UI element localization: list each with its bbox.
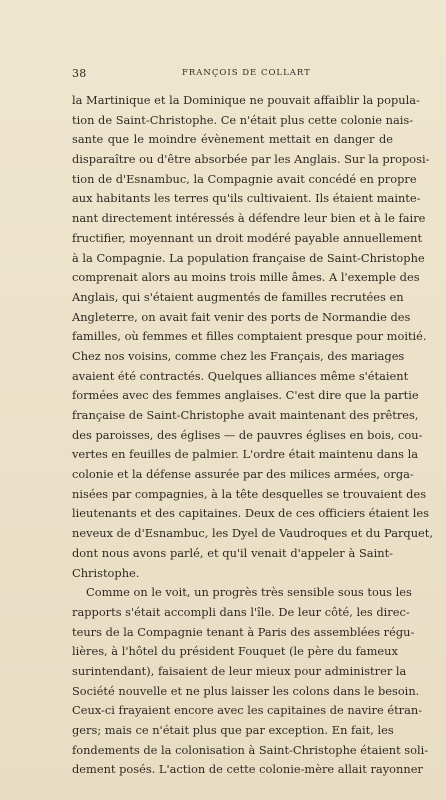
- text-line: rapports s'était accompli dans l'île. De leur côté, les direc-: [72, 604, 410, 619]
- text-line: française de Saint-Christophe avait maintenant des prêtres,: [72, 408, 419, 422]
- text-line: dont nous avons parlé, et qu'il venait d'appeler à Saint-: [72, 545, 393, 560]
- text-line: tion de d'Esnambuc, la Compagnie avait concédé en propre: [72, 171, 417, 186]
- text-line: surintendant), faisaient de leur mieux pour administrer la: [72, 663, 407, 678]
- text-line: nisées par compagnies, à la tête desquelles se trouvaient des: [72, 486, 427, 501]
- body-text: [72, 91, 434, 780]
- text-line: Anglais, qui s'étaient augmentés de familles recrutées en: [72, 289, 404, 304]
- page-header: [72, 67, 392, 83]
- text-line: Christophe.: [72, 565, 140, 580]
- text-line: Société nouvelle et ne plus laisser les colons dans le besoin.: [72, 683, 420, 698]
- text-line: Comme on le voit, un progrès très sensible sous tous les: [86, 585, 412, 600]
- text-line: Angleterre, on avait fait venir des ports de Normandie des: [72, 309, 411, 324]
- text-line: avaient été contractés. Quelques alliances même s'étaient: [72, 368, 409, 383]
- text-line: neveux de d'Esnambuc, les Dyel de Vaudroques et du Parquet,: [72, 526, 434, 541]
- text-line: familles, où femmes et filles comptaient presque pour moitié.: [72, 329, 427, 344]
- page-number: 38: [72, 67, 87, 80]
- text-line: fondements de la colonisation à Saint-Christophe étaient soli-: [72, 742, 429, 757]
- text-line: Ceux-ci frayaient encore avec les capitaines de navire étran-: [72, 703, 423, 718]
- text-line: disparaître ou d'être absorbée par les Anglais. Sur la proposi-: [72, 152, 430, 167]
- text-line: lieutenants et des capitaines. Deux de ces officiers étaient les: [72, 506, 429, 521]
- text-line: vertes en feuilles de palmier. L'ordre était maintenu dans la: [72, 447, 419, 462]
- text-line: comprenait alors au moins trois mille âmes. A l'exemple des: [72, 270, 420, 285]
- text-line: la Martinique et la Dominique ne pouvait affaiblir la popula-: [72, 93, 420, 107]
- paragraph-2: [72, 583, 429, 780]
- text-line: fructifier, moyennant un droit modéré payable annuellement: [72, 230, 423, 245]
- text-line: aux habitants les terres qu'ils cultivaient. Ils étaient mainte-: [72, 191, 421, 206]
- text-line: dement posés. L'action de cette colonie-mère allait rayonner: [72, 762, 423, 777]
- text-line: formées avec des femmes anglaises. C'est dire que la partie: [72, 388, 419, 403]
- running-title: FRANÇOIS DE COLLART: [182, 68, 311, 78]
- text-line: colonie et la défense assurée par des milices armées, orga-: [72, 467, 414, 482]
- text-line: teurs de la Compagnie tenant à Paris des assemblées régu-: [72, 624, 415, 639]
- text-line: tion de Saint-Christophe. Ce n'était plus cette colonie nais-: [72, 112, 414, 127]
- text-line: gers; mais ce n'était plus que par exception. En fait, les: [72, 723, 394, 737]
- text-line: lières, à l'hôtel du président Fouquet (le père du fameux: [72, 644, 398, 659]
- text-line: des paroisses, des églises — de pauvres églises en bois, cou-: [72, 427, 423, 442]
- text-line: Chez nos voisins, comme chez les Français, des mariages: [72, 348, 405, 363]
- text-line: sante que le moindre évènement mettait en danger de: [72, 132, 393, 147]
- text-line: nant directement intéressés à défendre leur bien et à le faire: [72, 211, 426, 226]
- paragraph-1: [72, 91, 434, 583]
- text-line: à la Compagnie. La population française de Saint-Christophe: [72, 250, 425, 265]
